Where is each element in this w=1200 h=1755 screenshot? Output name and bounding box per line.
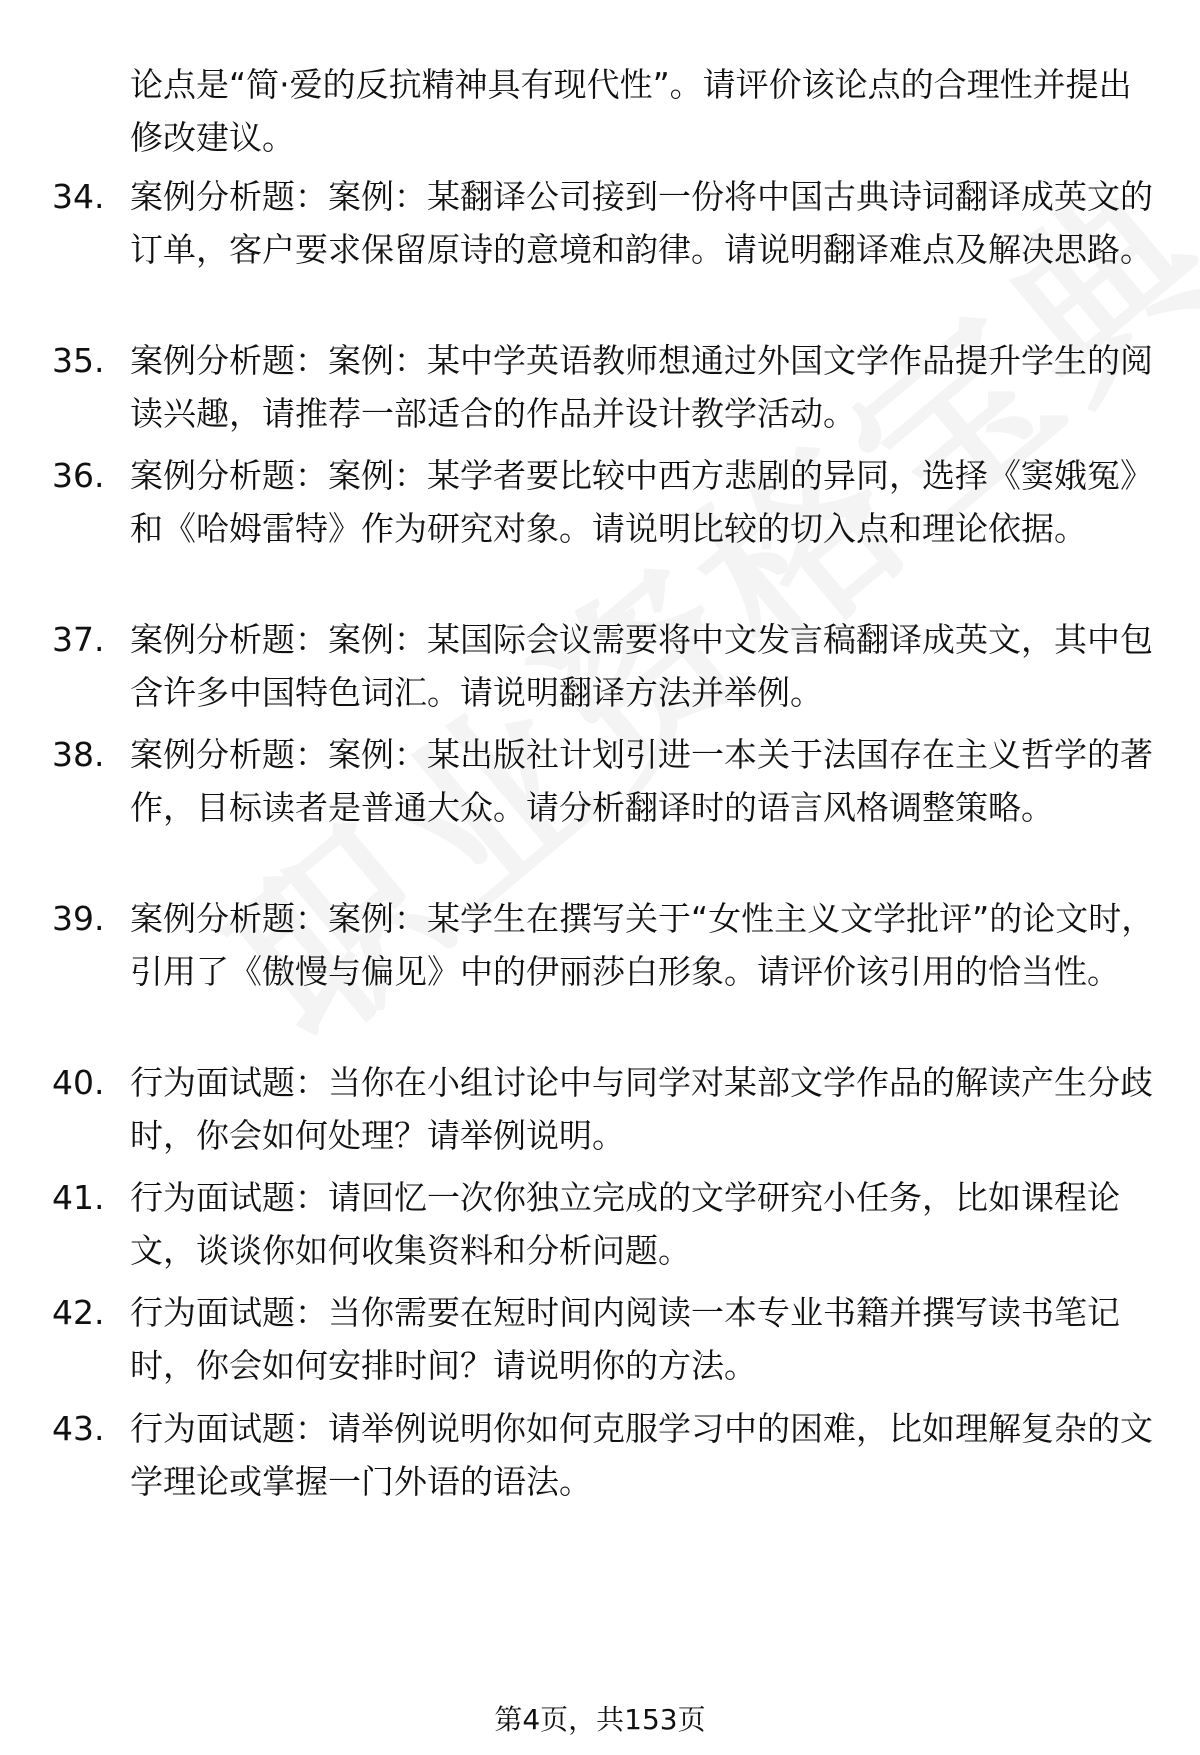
question-text: 行为面试题：当你需要在短时间内阅读一本专业书籍并撰写读书笔记时，你会如何安排时间？请说明你的方法。 [130, 1293, 1120, 1385]
question-text: 案例分析题：案例：某学生在撰写关于“女性主义文学批评”的论文时，引用了《傲慢与偏见》中的伊丽莎白形象。请评价该引用的恰当性。 [130, 899, 1155, 991]
question-item [52, 449, 1162, 555]
question-item [52, 170, 1162, 276]
question-text: 案例分析题：案例：某中学英语教师想通过外国文学作品提升学生的阅读兴趣，请推荐一部适合的作品并设计教学活动。 [130, 341, 1153, 433]
question-number: 36. [52, 456, 105, 495]
page-footer: 第4页，共153页 [494, 1703, 706, 1736]
question-text: 案例分析题：案例：某翻译公司接到一份将中国古典诗词翻译成英文的订单，客户要求保留原诗的意境和韵律。请说明翻译难点及解决思路。 [130, 177, 1153, 269]
question-item [52, 1402, 1162, 1508]
question-number: 42. [52, 1293, 105, 1332]
question-text: 行为面试题：当你在小组讨论中与同学对某部文学作品的解读产生分歧时，你会如何处理？请举例说明。 [130, 1063, 1153, 1155]
question-item [52, 1056, 1162, 1162]
question-item [52, 728, 1162, 834]
question-text: 案例分析题：案例：某学者要比较中西方悲剧的异同，选择《窦娥冤》和《哈姆雷特》作为研究对象。请说明比较的切入点和理论依据。 [130, 456, 1153, 548]
question-item [52, 334, 1162, 440]
question-text: 案例分析题：案例：某国际会议需要将中文发言稿翻译成英文，其中包含许多中国特色词汇。请说明翻译方法并举例。 [130, 620, 1153, 712]
question-item [52, 892, 1162, 998]
question-number: 39. [52, 899, 105, 938]
question-number: 38. [52, 735, 105, 774]
question-number: 40. [52, 1063, 105, 1102]
question-text: 行为面试题：请回忆一次你独立完成的文学研究小任务，比如课程论文，谈谈你如何收集资料和分析问题。 [130, 1178, 1120, 1270]
question-number: 37. [52, 620, 105, 659]
question-item [52, 613, 1162, 719]
continued-question-text: 论点是“简·爱的反抗精神具有现代性”。请评价该论点的合理性并提出修改建议。 [130, 65, 1132, 157]
question-number: 35. [52, 341, 105, 380]
question-number: 43. [52, 1409, 105, 1448]
question-number: 34. [52, 177, 105, 216]
question-text: 案例分析题：案例：某出版社计划引进一本关于法国存在主义哲学的著作，目标读者是普通大众。请分析翻译时的语言风格调整策略。 [130, 735, 1153, 827]
question-text: 行为面试题：请举例说明你如何克服学习中的困难，比如理解复杂的文学理论或掌握一门外语的语法。 [130, 1409, 1153, 1501]
question-item [52, 1171, 1162, 1277]
question-number: 41. [52, 1178, 105, 1217]
question-item [52, 1286, 1162, 1392]
